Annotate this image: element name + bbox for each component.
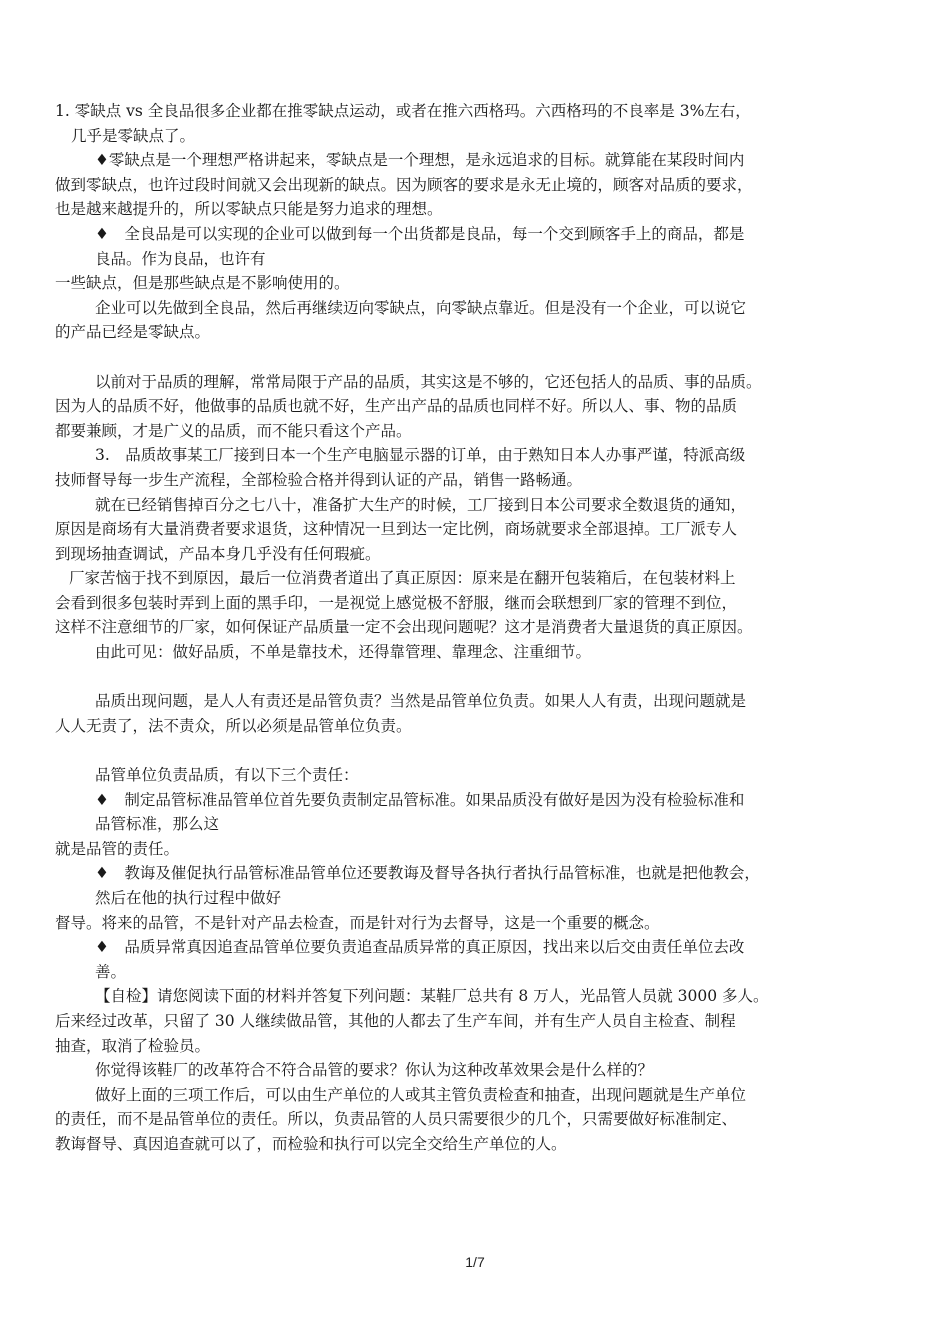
text-line: 你觉得该鞋厂的改革符合不符合品管的要求？你认为这种改革效果会是什么样的？ xyxy=(95,1061,654,1080)
text-line: ♦ 全良品是可以实现的企业可以做到每一个出货都是良品，每一个交到顾客手上的商品，都是 xyxy=(95,224,745,243)
page-number: 1/7 xyxy=(465,1254,485,1270)
paragraph-gap xyxy=(55,738,915,763)
text-line: 由此可见：做好品质，不单是靠技术，还得靠管理、靠理念、注重细节。 xyxy=(95,643,592,662)
document-body xyxy=(55,99,915,1157)
text-line: 3. 品质故事某工厂接到日本一个生产电脑显示器的订单，由于熟知日本人办事严谨，特派高级 xyxy=(95,446,746,465)
text-line: 后来经过改革，只留了 30 人继续做品管，其他的人都去了生产车间，并有生产人员自主检查、制程 xyxy=(55,1011,736,1030)
text-line: 人人无责了，法不责众，所以必须是品管单位负责。 xyxy=(55,716,412,735)
text-line: ♦ 品质异常真因追查品管单位要负责追查品质异常的真正原因，找出来以后交由责任单位去改 xyxy=(95,938,745,957)
text-line: 一些缺点，但是那些缺点是不影响使用的。 xyxy=(55,274,350,293)
text-line: 的产品已经是零缺点。 xyxy=(55,323,211,342)
text-line: 督导。将来的品管，不是针对产品去检查，而是针对行为去督导，这是一个重要的概念。 xyxy=(55,913,660,932)
text-line: ♦ 教诲及催促执行品管标准品管单位还要教诲及督导各执行者执行品管标准，也就是把他教会， xyxy=(95,864,760,883)
text-line: 原因是商场有大量消费者要求退货，这种情况一旦到达一定比例，商场就要求全部退掉。工厂派专人 xyxy=(55,520,738,539)
text-line: 做好上面的三项工作后，可以由生产单位的人或其主管负责检查和抽查，出现问题就是生产单位 xyxy=(95,1085,747,1104)
text-line: 品管单位负责品质，有以下三个责任： xyxy=(95,766,359,785)
text-line: ♦ 制定品管标准品管单位首先要负责制定品管标准。如果品质没有做好是因为没有检验标准和 xyxy=(95,790,745,809)
text-line: 企业可以先做到全良品，然后再继续迈向零缺点，向零缺点靠近。但是没有一个企业，可以说它 xyxy=(95,298,747,317)
text-line: 这样不注意细节的厂家，如何保证产品质量一定不会出现问题呢？这才是消费者大量退货的真正原因。 xyxy=(55,618,753,637)
text-line: 教诲督导、真因追查就可以了，而检验和执行可以完全交给生产单位的人。 xyxy=(55,1134,567,1153)
paragraph-gap xyxy=(55,665,915,690)
text-line: 以前对于品质的理解，常常局限于产品的品质，其实这是不够的，它还包括人的品质、事的品质。 xyxy=(95,372,762,391)
text-line: 就在已经销售掉百分之七八十，准备扩大生产的时候，工厂接到日本公司要求全数退货的通知， xyxy=(95,495,747,514)
text-line: 【自检】请您阅读下面的材料并答复下列问题：某鞋厂总共有 8 万人，光品管人员就 3000 多人。 xyxy=(95,987,769,1006)
text-line: 都要兼顾，才是广义的品质，而不能只看这个产品。 xyxy=(55,421,412,440)
paragraph-gap xyxy=(55,345,915,370)
text-line: 因为人的品质不好，他做事的品质也就不好，生产出产品的品质也同样不好。所以人、事、物的品质 xyxy=(55,397,738,416)
text-line: 技师督导每一步生产流程，全部检验合格并得到认证的产品，销售一路畅通。 xyxy=(55,470,583,489)
text-line: 厂家苦恼于找不到原因，最后一位消费者道出了真正原因：原来是在翻开包装箱后，在包装材料上 xyxy=(69,569,736,588)
text-line: 1. 零缺点 vs 全良品很多企业都在推零缺点运动，或者在推六西格玛。六西格玛的不良率是 3%左右， xyxy=(55,102,751,120)
text-line: 的责任，而不是品管单位的责任。所以，负责品管的人员只需要很少的几个，只需要做好标准制定、 xyxy=(55,1110,738,1129)
text-line: 会看到很多包装时弄到上面的黑手印，一是视觉上感觉极不舒服，继而会联想到厂家的管理不到位， xyxy=(55,593,738,612)
text-line: 良品。作为良品，也许有 xyxy=(95,249,266,268)
text-line: 做到零缺点，也许过段时间就又会出现新的缺点。因为顾客的要求是永无止境的，顾客对品质的要求， xyxy=(55,175,753,194)
text-line: 就是品管的责任。 xyxy=(55,839,180,858)
text-line: 品管标准，那么这 xyxy=(95,815,220,834)
text-line: 善。 xyxy=(95,962,127,981)
text-line: 品质出现问题，是人人有责还是品管负责？当然是品管单位负责。如果人人有责，出现问题就是 xyxy=(95,692,747,711)
text-line: ♦零缺点是一个理想严格讲起来，零缺点是一个理想，是永远追求的目标。就算能在某段时间内 xyxy=(95,151,745,170)
text-line: 抽查，取消了检验员。 xyxy=(55,1036,211,1055)
text-line: 几乎是零缺点了。 xyxy=(71,126,196,145)
text-line: 到现场抽查调试，产品本身几乎没有任何瑕疵。 xyxy=(55,544,381,563)
text-line: 然后在他的执行过程中做好 xyxy=(95,889,282,907)
text-line: 也是越来越提升的，所以零缺点只能是努力追求的理想。 xyxy=(55,200,443,219)
